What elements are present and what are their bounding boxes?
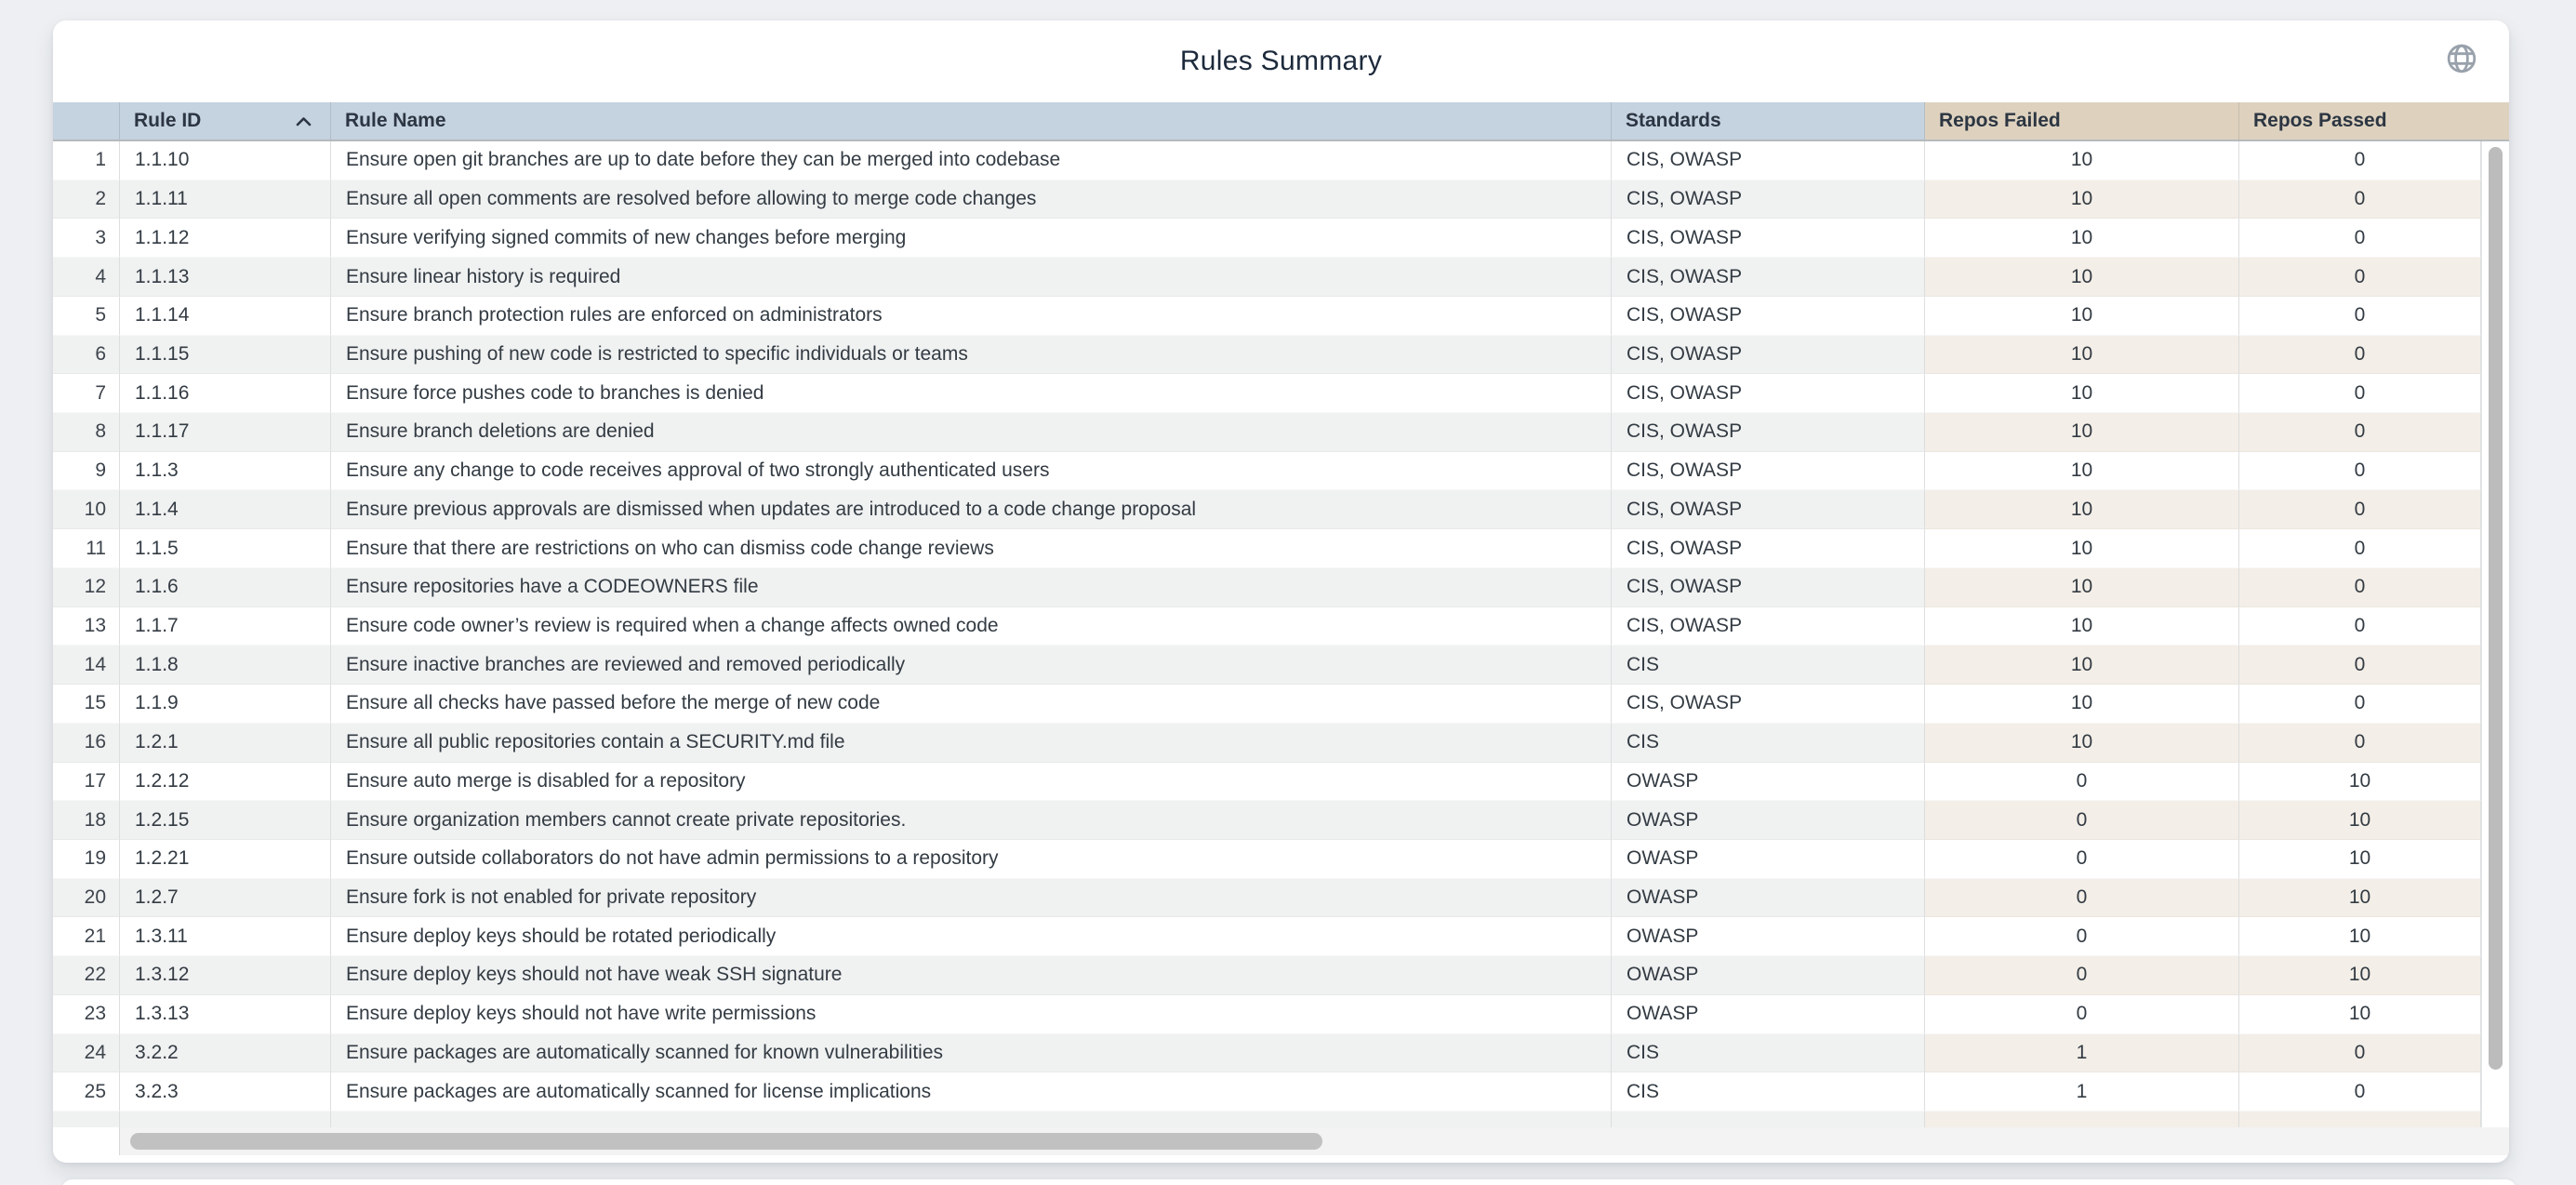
vertical-scrollbar-thumb[interactable] (2489, 147, 2503, 1070)
rule-name-cell: Ensure packages are automatically scanned for known vulnerabilities (331, 1034, 1612, 1073)
repos-passed-cell: 0 (2239, 413, 2481, 452)
rule-name-cell: Ensure all open comments are resolved before allowing to merge code changes (331, 180, 1612, 220)
repos-failed-cell: 0 (1925, 956, 2239, 995)
row-number-cell: 13 (53, 607, 120, 646)
repos-failed-cell: 10 (1925, 452, 2239, 491)
rule-name-cell: Ensure deploy keys should be rotated periodically (331, 917, 1612, 956)
rule-id-cell: 1.3.13 (120, 995, 331, 1034)
repos-failed-cell: 10 (1925, 568, 2239, 607)
rule-id-cell: 1.1.13 (120, 258, 331, 297)
repos-passed-cell: 10 (2239, 840, 2481, 879)
header-rule-id-label: Rule ID (134, 110, 202, 131)
repos-failed-cell: 0 (1925, 917, 2239, 956)
table-row[interactable] (53, 763, 2509, 802)
row-number-cell: 22 (53, 956, 120, 995)
header-rule-id[interactable] (120, 102, 331, 140)
repos-failed-cell: 10 (1925, 141, 2239, 180)
repos-passed-cell: 10 (2239, 763, 2481, 802)
next-card-top-edge (61, 1179, 2516, 1185)
horizontal-scrollbar-thumb[interactable] (130, 1133, 1322, 1150)
repos-passed-cell: 0 (2239, 141, 2481, 180)
repos-failed-cell: 10 (1925, 219, 2239, 258)
table-row[interactable] (53, 568, 2509, 607)
standards-cell: CIS (1612, 724, 1925, 763)
scrollbar-corner-spacer (53, 1127, 120, 1155)
standards-cell: CIS, OWASP (1612, 258, 1925, 297)
standards-cell: CIS, OWASP (1612, 141, 1925, 180)
table-row[interactable] (53, 258, 2509, 297)
header-repos-failed[interactable]: Repos Failed (1925, 102, 2239, 140)
rule-id-cell: 1.1.15 (120, 336, 331, 375)
repos-passed-cell: 10 (2239, 917, 2481, 956)
rule-id-cell: 1.3.11 (120, 917, 331, 956)
rule-id-cell: 1.1.9 (120, 685, 331, 724)
repos-failed-cell: 0 (1925, 801, 2239, 840)
rule-name-cell: Ensure all public repositories contain a SECURITY.md file (331, 724, 1612, 763)
header-row-number (53, 102, 120, 140)
rule-id-cell: 1.1.17 (120, 413, 331, 452)
rule-name-cell: Ensure organization members cannot create private repositories. (331, 801, 1612, 840)
rule-id-cell: 1.2.15 (120, 801, 331, 840)
row-number-cell: 6 (53, 336, 120, 375)
rule-name-cell: Ensure deploy keys should not have write permissions (331, 995, 1612, 1034)
rule-id-cell: 1.1.3 (120, 452, 331, 491)
row-number-cell: 7 (53, 374, 120, 413)
row-number-cell: 15 (53, 685, 120, 724)
horizontal-scrollbar[interactable] (53, 1127, 2509, 1155)
row-number-cell: 18 (53, 801, 120, 840)
standards-cell: CIS, OWASP (1612, 452, 1925, 491)
standards-cell: OWASP (1612, 995, 1925, 1034)
row-number-cell: 17 (53, 763, 120, 802)
rule-id-cell: 1.1.5 (120, 529, 331, 568)
vertical-scrollbar[interactable] (2481, 141, 2509, 1127)
repos-passed-cell: 0 (2239, 1072, 2481, 1112)
repos-failed-cell: 0 (1925, 840, 2239, 879)
rule-id-cell: 1.2.12 (120, 763, 331, 802)
rule-id-cell: 1.1.16 (120, 374, 331, 413)
header-rule-name[interactable]: Rule Name (331, 102, 1612, 140)
repos-failed-cell: 10 (1925, 607, 2239, 646)
rule-name-cell: Ensure fork is not enabled for private repository (331, 879, 1612, 918)
rule-id-cell: 1.2.1 (120, 724, 331, 763)
rule-name-cell: Ensure linear history is required (331, 258, 1612, 297)
repos-failed-cell: 10 (1925, 297, 2239, 336)
card-header (53, 20, 2509, 102)
row-number-cell: 3 (53, 219, 120, 258)
standards-cell: CIS, OWASP (1612, 529, 1925, 568)
table-row[interactable] (53, 724, 2509, 763)
standards-cell: OWASP (1612, 763, 1925, 802)
table-row[interactable] (53, 374, 2509, 413)
rule-id-cell: 1.1.7 (120, 607, 331, 646)
table-header (53, 102, 2509, 141)
standards-cell: CIS, OWASP (1612, 219, 1925, 258)
rule-name-cell: Ensure repositories have a CODEOWNERS file (331, 568, 1612, 607)
table-row[interactable] (53, 1034, 2509, 1073)
standards-cell: OWASP (1612, 801, 1925, 840)
table-row[interactable] (53, 917, 2509, 956)
rule-id-cell: 1.1.4 (120, 490, 331, 529)
repos-passed-cell: 0 (2239, 180, 2481, 220)
repos-failed-cell: 10 (1925, 258, 2239, 297)
rule-name-cell: Ensure branch deletions are denied (331, 413, 1612, 452)
repos-failed-cell: 10 (1925, 490, 2239, 529)
table-row[interactable] (53, 297, 2509, 336)
repos-failed-cell: 0 (1925, 763, 2239, 802)
standards-cell: OWASP (1612, 956, 1925, 995)
standards-cell: CIS, OWASP (1612, 568, 1925, 607)
repos-passed-cell: 0 (2239, 452, 2481, 491)
standards-cell: CIS, OWASP (1612, 490, 1925, 529)
table-row[interactable] (53, 336, 2509, 375)
standards-cell: CIS, OWASP (1612, 607, 1925, 646)
repos-failed-cell: 1 (1925, 1034, 2239, 1073)
repos-failed-cell: 0 (1925, 995, 2239, 1034)
row-number-cell: 8 (53, 413, 120, 452)
rule-id-cell: 1.2.21 (120, 840, 331, 879)
row-number-cell: 12 (53, 568, 120, 607)
standards-cell: CIS, OWASP (1612, 336, 1925, 375)
repos-passed-cell: 10 (2239, 956, 2481, 995)
rule-id-cell: 1.1.11 (120, 180, 331, 220)
repos-passed-cell: 0 (2239, 219, 2481, 258)
standards-cell: OWASP (1612, 917, 1925, 956)
repos-passed-cell: 0 (2239, 1034, 2481, 1073)
table-row[interactable] (53, 180, 2509, 220)
rule-name-cell: Ensure outside collaborators do not have admin permissions to a repository (331, 840, 1612, 879)
repos-failed-cell: 10 (1925, 413, 2239, 452)
rule-name-cell: Ensure all checks have passed before the merge of new code (331, 685, 1612, 724)
standards-cell: CIS, OWASP (1612, 413, 1925, 452)
sort-ascending-icon (296, 116, 312, 126)
rule-name-cell: Ensure code owner’s review is required when a change affects owned code (331, 607, 1612, 646)
table-row[interactable] (53, 452, 2509, 491)
standards-cell: CIS (1612, 1072, 1925, 1112)
repos-passed-cell: 10 (2239, 801, 2481, 840)
standards-cell: CIS, OWASP (1612, 180, 1925, 220)
rule-name-cell: Ensure auto merge is disabled for a repository (331, 763, 1612, 802)
rule-id-cell: 1.1.8 (120, 646, 331, 685)
rule-id-cell: 1.1.12 (120, 219, 331, 258)
page-title: Rules Summary (1179, 46, 1383, 76)
repos-passed-cell: 0 (2239, 607, 2481, 646)
table-row[interactable] (53, 219, 2509, 258)
globe-icon[interactable] (2442, 39, 2481, 78)
table-row[interactable] (53, 413, 2509, 452)
repos-failed-cell: 10 (1925, 646, 2239, 685)
table-row[interactable] (53, 490, 2509, 529)
rule-id-cell: 3.2.2 (120, 1034, 331, 1073)
standards-cell: CIS, OWASP (1612, 297, 1925, 336)
repos-passed-cell: 0 (2239, 724, 2481, 763)
repos-failed-cell: 10 (1925, 374, 2239, 413)
standards-cell: OWASP (1612, 840, 1925, 879)
row-number-cell: 24 (53, 1034, 120, 1073)
rule-name-cell: Ensure force pushes code to branches is denied (331, 374, 1612, 413)
row-number-cell: 23 (53, 995, 120, 1034)
repos-failed-cell: 10 (1925, 685, 2239, 724)
row-number-cell: 21 (53, 917, 120, 956)
row-number-cell: 10 (53, 490, 120, 529)
repos-passed-cell: 10 (2239, 879, 2481, 918)
standards-cell: CIS, OWASP (1612, 374, 1925, 413)
rule-name-cell: Ensure inactive branches are reviewed and removed periodically (331, 646, 1612, 685)
rule-id-cell: 1.1.6 (120, 568, 331, 607)
repos-passed-cell: 0 (2239, 336, 2481, 375)
row-number-cell: 1 (53, 141, 120, 180)
table-row[interactable] (53, 529, 2509, 568)
horizontal-scrollbar-track[interactable] (120, 1127, 2509, 1155)
rule-name-cell: Ensure verifying signed commits of new changes before merging (331, 219, 1612, 258)
repos-failed-cell: 10 (1925, 529, 2239, 568)
repos-passed-cell: 0 (2239, 568, 2481, 607)
repos-passed-cell: 0 (2239, 529, 2481, 568)
table-body (53, 141, 2509, 1112)
rule-name-cell: Ensure deploy keys should not have weak SSH signature (331, 956, 1612, 995)
rule-name-cell: Ensure that there are restrictions on who can dismiss code change reviews (331, 529, 1612, 568)
standards-cell: OWASP (1612, 879, 1925, 918)
rule-name-cell: Ensure packages are automatically scanned for license implications (331, 1072, 1612, 1112)
repos-passed-cell: 10 (2239, 995, 2481, 1034)
rule-id-cell: 3.2.3 (120, 1072, 331, 1112)
row-number-cell: 19 (53, 840, 120, 879)
table-row[interactable] (53, 141, 2509, 180)
repos-failed-cell: 10 (1925, 724, 2239, 763)
row-number-cell: 16 (53, 724, 120, 763)
rule-id-cell: 1.3.12 (120, 956, 331, 995)
partial-row (53, 1112, 2509, 1127)
table-row[interactable] (53, 956, 2509, 995)
repos-failed-cell: 10 (1925, 336, 2239, 375)
rule-id-cell: 1.1.10 (120, 141, 331, 180)
rule-name-cell: Ensure open git branches are up to date before they can be merged into codebase (331, 141, 1612, 180)
table-row[interactable] (53, 879, 2509, 918)
row-number-cell: 4 (53, 258, 120, 297)
header-repos-passed[interactable]: Repos Passed (2239, 102, 2509, 140)
repos-passed-cell: 0 (2239, 297, 2481, 336)
standards-cell: CIS, OWASP (1612, 685, 1925, 724)
rule-name-cell: Ensure previous approvals are dismissed when updates are introduced to a code change proposal (331, 490, 1612, 529)
row-number-cell: 20 (53, 879, 120, 918)
standards-cell: CIS (1612, 1034, 1925, 1073)
standards-cell: CIS (1612, 646, 1925, 685)
header-standards[interactable]: Standards (1612, 102, 1925, 140)
repos-failed-cell: 1 (1925, 1072, 2239, 1112)
rule-name-cell: Ensure pushing of new code is restricted to specific individuals or teams (331, 336, 1612, 375)
row-number-cell: 5 (53, 297, 120, 336)
table-row[interactable] (53, 995, 2509, 1034)
table-row[interactable] (53, 646, 2509, 685)
repos-failed-cell: 0 (1925, 879, 2239, 918)
rule-id-cell: 1.2.7 (120, 879, 331, 918)
row-number-cell: 11 (53, 529, 120, 568)
row-number-cell: 25 (53, 1072, 120, 1112)
table-row[interactable] (53, 801, 2509, 840)
rule-id-cell: 1.1.14 (120, 297, 331, 336)
table-row[interactable] (53, 685, 2509, 724)
repos-passed-cell: 0 (2239, 490, 2481, 529)
rules-summary-card (53, 20, 2509, 1163)
repos-passed-cell: 0 (2239, 374, 2481, 413)
repos-passed-cell: 0 (2239, 646, 2481, 685)
repos-passed-cell: 0 (2239, 685, 2481, 724)
repos-passed-cell: 0 (2239, 258, 2481, 297)
table-row[interactable] (53, 1072, 2509, 1112)
rule-name-cell: Ensure any change to code receives approval of two strongly authenticated users (331, 452, 1612, 491)
row-number-cell: 9 (53, 452, 120, 491)
table-row[interactable] (53, 607, 2509, 646)
row-number-cell: 14 (53, 646, 120, 685)
repos-failed-cell: 10 (1925, 180, 2239, 220)
row-number-cell: 2 (53, 180, 120, 220)
rule-name-cell: Ensure branch protection rules are enforced on administrators (331, 297, 1612, 336)
table-row[interactable] (53, 840, 2509, 879)
